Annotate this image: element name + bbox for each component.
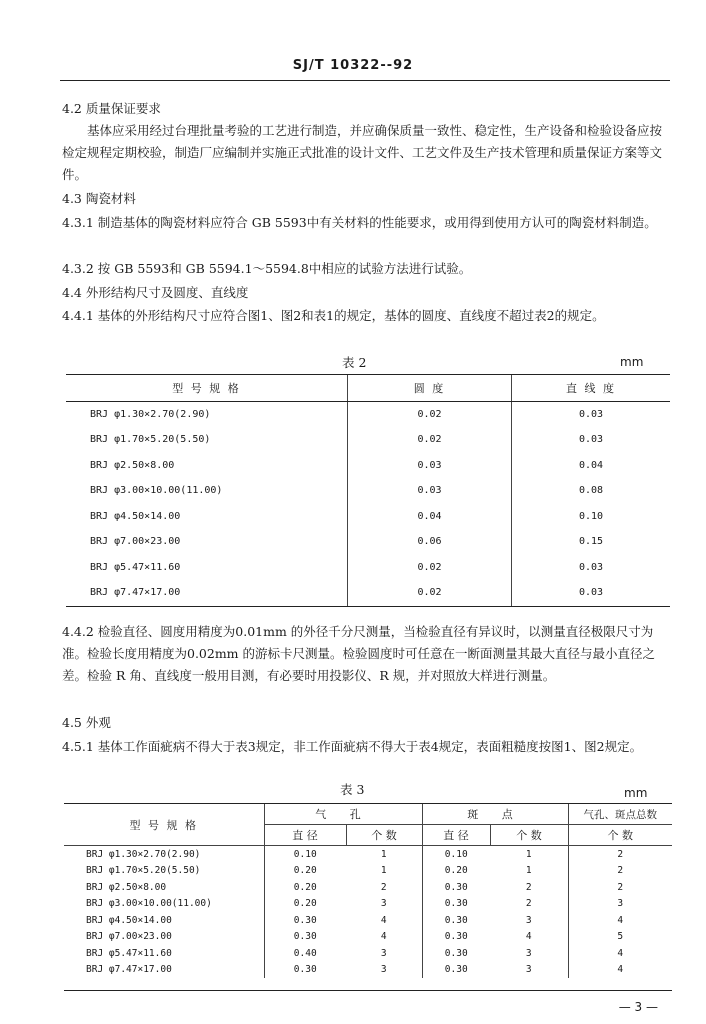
table-row (64, 912, 672, 929)
paragraph-4-2: 基体应采用经过台理批量考验的工艺进行制造，并应确保质量一致性、稳定性，生产设备和检验设备应按检定规程定期校验，制造厂应编制并实施正式批准的设计文件、工艺文件及生产技术管理和质量保证方案等文件。 (62, 123, 663, 182)
table-row (64, 879, 672, 896)
table-row (66, 529, 670, 555)
table-3-cell-total: 2 (568, 846, 672, 863)
table-2-cell-model: BRJ φ3.00×10.00(11.00) (90, 485, 223, 497)
table-3 (64, 804, 672, 978)
header-rule (60, 80, 670, 81)
table-row (64, 945, 672, 962)
table-2-cell-model: BRJ φ1.30×2.70(2.90) (90, 408, 211, 420)
table-2-header-row (66, 375, 670, 401)
table-3-cell-total: 4 (568, 945, 672, 962)
table-row (66, 478, 670, 504)
table-2-cell-roundness: 0.02 (348, 427, 512, 453)
table-3-cell-pore-diameter: 0.20 (264, 879, 346, 896)
table-2-cell-straightness: 0.04 (512, 453, 671, 479)
table-2-unit: mm (620, 355, 644, 369)
paragraph-4-5-1: 4.5.1 基体工作面疵病不得大于表3规定，非工作面疵病不得大于表4规定，表面粗糙度按图1、图2规定。 (62, 739, 643, 754)
standard-number-header: SJ/T 10322--92 (292, 58, 414, 73)
table-3-cell-pore-count: 3 (380, 947, 387, 959)
table-3-header-pores: 气 孔 (264, 804, 422, 825)
table-2-header-roundness: 圆 度 (348, 375, 512, 401)
table-3-cell-pore-count: 4 (380, 914, 387, 926)
table-2-cell-straightness: 0.03 (512, 401, 671, 427)
heading-4-4: 4.4 外形结构尺寸及圆度、直线度 (62, 285, 249, 300)
table-3-cell-pore-diameter: 0.30 (264, 962, 346, 979)
table-3-header-total: 气孔、斑点总数 (568, 804, 672, 825)
table-3-cell-spot-count: 3 (525, 914, 532, 926)
page-number: — 3 — (618, 1000, 658, 1014)
table-2-cell-straightness: 0.10 (512, 504, 671, 530)
table-2-cell-model: BRJ φ1.70×5.20(5.50) (90, 434, 211, 446)
table-3-cell-pore-diameter: 0.10 (264, 846, 346, 863)
table-3-cell-spot-count: 1 (525, 848, 532, 860)
table-3-cell-spot-count: 2 (525, 898, 532, 910)
table-2-cell-straightness: 0.03 (512, 427, 671, 453)
table-3-cell-pore-diameter: 0.30 (264, 929, 346, 946)
table-3-cell-spot-diameter: 0.30 (422, 896, 490, 913)
table-3-cell-pore-count: 3 (380, 898, 387, 910)
paragraph-4-4-1: 4.4.1 基体的外形结构尺寸应符合图1、图2和表1的规定，基体的圆度、直线度不超过表2的规定。 (62, 308, 605, 323)
table-3-cell-spot-count: 3 (525, 947, 532, 959)
table-3-cell-model: BRJ φ5.47×11.60 (86, 947, 172, 959)
table-3-cell-pore-diameter: 0.40 (264, 945, 346, 962)
table-3-cell-model: BRJ φ7.47×17.00 (86, 964, 172, 976)
table-3-cell-model: BRJ φ2.50×8.00 (86, 881, 167, 893)
table-row (64, 846, 672, 863)
table-row (66, 401, 670, 427)
table-3-cell-pore-count: 1 (380, 865, 387, 877)
table-3-caption: 表 3 (340, 782, 365, 797)
table-3-cell-spot-diameter: 0.30 (422, 912, 490, 929)
table-2-cell-model: BRJ φ5.47×11.60 (90, 561, 181, 573)
table-3-cell-spot-count: 3 (525, 964, 532, 976)
table-2-caption: 表 2 (342, 355, 367, 370)
heading-4-3: 4.3 陶瓷材料 (62, 191, 136, 206)
table-3-header-total-count: 个 数 (568, 825, 672, 846)
table-2-cell-roundness: 0.06 (348, 529, 512, 555)
table-3-cell-total: 2 (568, 879, 672, 896)
table-2-cell-model: BRJ φ7.00×23.00 (90, 536, 181, 548)
table-2-cell-straightness: 0.08 (512, 478, 671, 504)
table-2 (66, 375, 670, 606)
table-3-cell-pore-count: 4 (380, 931, 387, 943)
table-3-cell-pore-diameter: 0.30 (264, 912, 346, 929)
table-3-cell-model: BRJ φ1.70×5.20(5.50) (86, 865, 201, 877)
table-3-cell-spot-diameter: 0.30 (422, 879, 490, 896)
table-row (66, 580, 670, 606)
table-3-cell-total: 3 (568, 896, 672, 913)
table-3-cell-spot-diameter: 0.20 (422, 863, 490, 880)
table-2-cell-model: BRJ φ2.50×8.00 (90, 459, 175, 471)
heading-4-2: 4.2 质量保证要求 (62, 101, 161, 116)
table-2-cell-straightness: 0.15 (512, 529, 671, 555)
table-2-cell-roundness: 0.02 (348, 555, 512, 581)
table-3-cell-total: 5 (568, 929, 672, 946)
table-3-cell-pore-count: 1 (380, 848, 387, 860)
table-3-cell-spot-diameter: 0.30 (422, 945, 490, 962)
table-3-header-spot-count: 个 数 (490, 825, 568, 846)
table-3-cell-model: BRJ φ7.00×23.00 (86, 931, 172, 943)
table-3-cell-total: 4 (568, 962, 672, 979)
table-2-cell-straightness: 0.03 (512, 555, 671, 581)
table-3-header-spot-diameter: 直 径 (422, 825, 490, 846)
paragraph-4-4-2: 4.4.2 检验直径、圆度用精度为0.01mm 的外径千分尺测量，当检验直径有异议时，以测量直径极限尺寸为准。检验长度用精度为0.02mm 的游标卡尺测量。检验圆度时可任意在一断面测量其最大直径与最小直径之差。检验 R 角、直线度一般用目测，有必要时用投影仪、R 规，并对照放大样进行测量。 (62, 624, 656, 683)
table-3-cell-spot-diameter: 0.10 (422, 846, 490, 863)
table-3-cell-pore-diameter: 0.20 (264, 863, 346, 880)
table-2-cell-model: BRJ φ4.50×14.00 (90, 510, 181, 522)
table-3-cell-model: BRJ φ3.00×10.00(11.00) (86, 898, 212, 910)
table-3-header-pore-diameter: 直 径 (264, 825, 346, 846)
table-row (66, 555, 670, 581)
table-row (64, 896, 672, 913)
heading-4-5: 4.5 外观 (62, 715, 111, 730)
table-3-cell-spot-count: 2 (525, 881, 532, 893)
table-row (64, 863, 672, 880)
table-3-cell-spot-count: 4 (525, 931, 532, 943)
paragraph-4-3-1: 4.3.1 制造基体的陶瓷材料应符合 GB 5593中有关材料的性能要求，或用得到使用方认可的陶瓷材料制造。 (62, 215, 657, 230)
table-3-cell-model: BRJ φ1.30×2.70(2.90) (86, 848, 201, 860)
table-row (66, 504, 670, 530)
table-3-cell-pore-count: 2 (380, 881, 387, 893)
table-3-unit: mm (624, 786, 648, 800)
table-2-cell-straightness: 0.03 (512, 580, 671, 606)
table-row (64, 929, 672, 946)
table-3-cell-model: BRJ φ4.50×14.00 (86, 914, 172, 926)
table-3-cell-pore-diameter: 0.20 (264, 896, 346, 913)
table-3-header-model: 型 号 规 格 (64, 804, 264, 846)
table-3-cell-spot-diameter: 0.30 (422, 962, 490, 979)
table-3-cell-spot-count: 1 (525, 865, 532, 877)
table-2-cell-model: BRJ φ7.47×17.00 (90, 587, 181, 599)
table-3-header-spots: 斑 点 (422, 804, 568, 825)
table-row (66, 453, 670, 479)
table-row (66, 427, 670, 453)
table-3-cell-spot-diameter: 0.30 (422, 929, 490, 946)
table-2-header-model: 型 号 规 格 (66, 375, 348, 401)
table-3-cell-total: 2 (568, 863, 672, 880)
table-2-cell-roundness: 0.03 (348, 478, 512, 504)
table-3-header-pore-count: 个 数 (346, 825, 422, 846)
table-3-cell-pore-count: 3 (380, 964, 387, 976)
table-2-cell-roundness: 0.04 (348, 504, 512, 530)
table-row (64, 962, 672, 979)
table-3-bottom-rule (64, 990, 672, 991)
table-2-cell-roundness: 0.02 (348, 580, 512, 606)
table-2-cell-roundness: 0.03 (348, 453, 512, 479)
table-3-cell-total: 4 (568, 912, 672, 929)
paragraph-4-3-2: 4.3.2 按 GB 5593和 GB 5594.1～5594.8中相应的试验方法进行试验。 (62, 261, 472, 276)
table-2-cell-roundness: 0.02 (348, 401, 512, 427)
table-2-bottom-rule (66, 606, 670, 607)
table-2-header-straightness: 直 线 度 (512, 375, 671, 401)
